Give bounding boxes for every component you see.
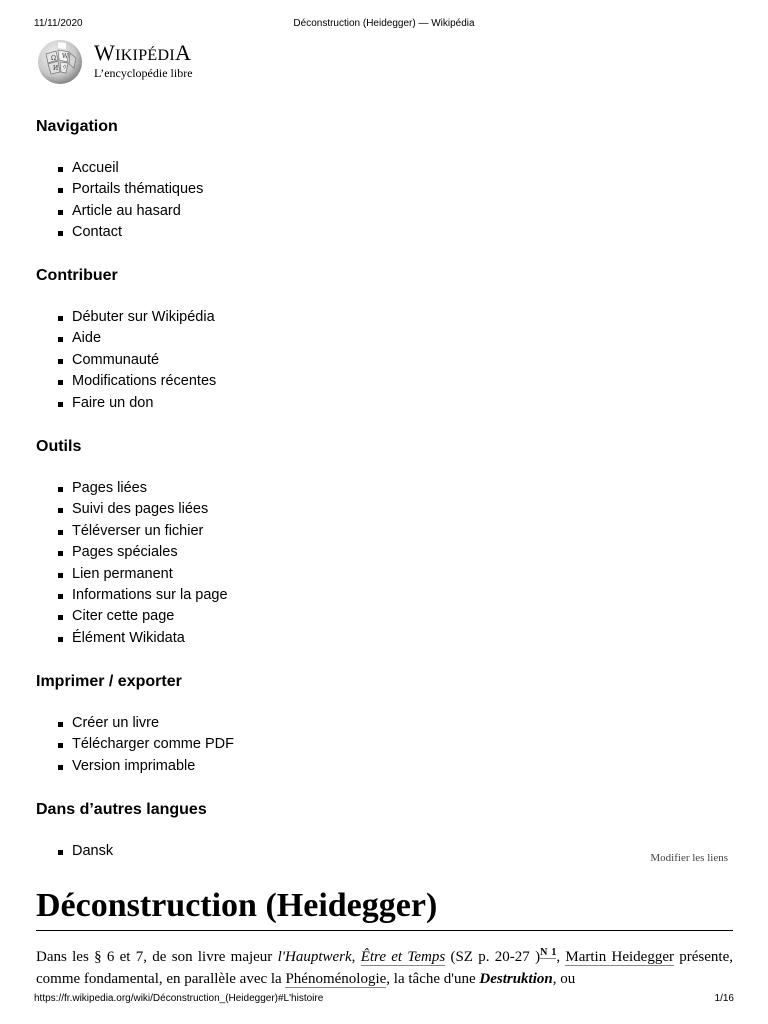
sidebar-link[interactable]: Créer un livre <box>36 713 436 734</box>
print-header <box>34 18 734 32</box>
sidebar-link[interactable]: Suivi des pages liées <box>36 499 436 520</box>
sidebar-link[interactable]: Aide <box>36 328 436 349</box>
sidebar-link[interactable]: Accueil <box>36 158 436 179</box>
wikipedia-wordmark: WIKIPÉDIA <box>94 40 192 65</box>
section-heading: Dans d’autres langues <box>36 801 207 818</box>
sidebar-link[interactable]: Article au hasard <box>36 201 436 222</box>
martin-heidegger-link[interactable]: Martin Heidegger <box>565 949 674 965</box>
svg-text:W: W <box>62 53 69 60</box>
sidebar-link[interactable]: Dansk <box>36 841 436 862</box>
wikipedia-logo[interactable] <box>36 38 236 88</box>
section-heading: Outils <box>36 438 82 455</box>
sidebar-link[interactable]: Citer cette page <box>36 606 436 627</box>
section-heading: Imprimer / exporter <box>36 673 182 690</box>
nav-section-autres-langues <box>36 800 436 862</box>
sidebar-link[interactable]: Version imprimable <box>36 756 436 777</box>
sidebar-link[interactable]: Pages liées <box>36 478 436 499</box>
section-link-list <box>36 158 436 244</box>
nav-section-outils <box>36 437 436 649</box>
print-document-title: Déconstruction (Heidegger) — Wikipédia <box>293 18 475 29</box>
print-footer <box>34 993 734 1007</box>
phenomenologie-link[interactable]: Phénoménologie <box>285 971 387 987</box>
sidebar-link[interactable]: Élément Wikidata <box>36 628 436 649</box>
svg-text:Ω: Ω <box>51 55 56 62</box>
section-link-list <box>36 307 436 414</box>
svg-text:ウ: ウ <box>62 65 68 71</box>
print-date: 11/11/2020 <box>34 18 83 29</box>
wikipedia-tagline: L’encyclopédie libre <box>94 66 193 80</box>
sidebar-link[interactable]: Modifications récentes <box>36 371 436 392</box>
wikipedia-globe-icon <box>36 38 84 86</box>
sidebar-link[interactable]: Contact <box>36 222 436 243</box>
svg-text:И: И <box>53 65 59 72</box>
print-url: https://fr.wikipedia.org/wiki/Déconstruction_(Heidegger)#L'histoire <box>34 993 324 1004</box>
nav-section-imprimer-exporter <box>36 672 436 777</box>
etre-et-temps-link[interactable]: Être et Temps <box>360 949 446 965</box>
section-link-list <box>36 713 436 777</box>
modify-links-link[interactable]: Modifier les liens <box>650 852 728 864</box>
sidebar-link[interactable]: Téléverser un fichier <box>36 521 436 542</box>
section-heading: Contribuer <box>36 267 118 284</box>
page-number: 1/16 <box>714 993 734 1004</box>
article-title: Déconstruction (Heidegger) <box>36 884 733 931</box>
sidebar-link[interactable]: Débuter sur Wikipédia <box>36 307 436 328</box>
hauptwerk-term: l'Hauptwerk <box>277 949 352 965</box>
sidebar-link[interactable]: Pages spéciales <box>36 542 436 563</box>
sidebar-link[interactable]: Télécharger comme PDF <box>36 734 436 755</box>
section-link-list <box>36 841 436 862</box>
sidebar-link[interactable]: Lien permanent <box>36 564 436 585</box>
sidebar-link[interactable]: Communauté <box>36 350 436 371</box>
note-reference-link[interactable]: N 1 <box>540 947 557 958</box>
article-paragraph: Dans les § 6 et 7, de son livre majeur l'Hauptwerk, Être et Temps (SZ p. 20-27 )$^{N 1}$, Martin Heidegger présente, comme fondamental, en parallèle avec la Phénoménologie, la tâche d'une Destruktion, ou <box>36 947 733 987</box>
sidebar-link[interactable]: Faire un don <box>36 393 436 414</box>
sidebar-link[interactable]: Informations sur la page <box>36 585 436 606</box>
destruktion-term: Destruktion <box>479 971 553 987</box>
sidebar-link[interactable]: Portails thématiques <box>36 179 436 200</box>
section-heading: Navigation <box>36 118 118 135</box>
nav-section-contribuer <box>36 266 436 414</box>
section-link-list <box>36 478 436 649</box>
nav-section-navigation <box>36 117 436 244</box>
